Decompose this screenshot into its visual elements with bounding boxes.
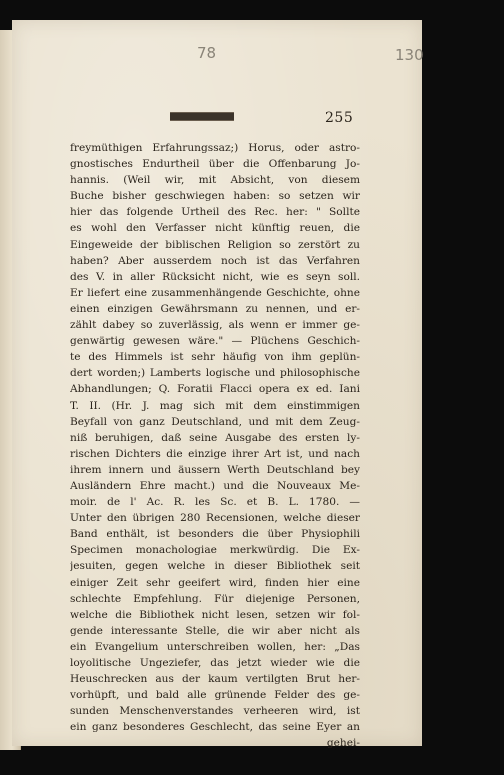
text-line: Eingeweide der biblischen Religion so zerstört zu bbox=[70, 238, 360, 251]
text-line: Ausländern Ehre macht.) und die Nouveaux Me- bbox=[70, 479, 360, 492]
pencil-annotation-right: 130 bbox=[395, 46, 424, 64]
text-line: sunden Menschenverstandes verheeren wird, ist bbox=[70, 705, 360, 718]
text-line: einen einzigen Gewährsmann zu nennen, und er- bbox=[70, 302, 360, 315]
text-line: welche die Bibliothek nicht lesen, setzen wir fol- bbox=[70, 608, 360, 621]
text-line: moir. de l' Ac. R. les Sc. et B. L. 1780. — bbox=[70, 496, 360, 509]
text-line: gnostisches Endurtheil über die Offenbarung Jo- bbox=[70, 158, 360, 171]
pencil-annotation-left: 78 bbox=[197, 44, 217, 62]
text-line: loyolitische Ungeziefer, das jetzt wieder wie die bbox=[70, 657, 360, 669]
text-line: ihrem innern und äussern Werth Deutschland bey bbox=[70, 463, 360, 476]
text-line: Specimen monachologiae merkwürdig. Die Ex- bbox=[70, 544, 360, 557]
text-line: Abhandlungen; Q. Foratii Flacci opera ex ed. Iani bbox=[70, 383, 360, 396]
text-line: freymüthigen Erfahrungssaz;) Horus, oder astro- bbox=[70, 142, 360, 154]
text-line: vorhüpft, und bald alle grünende Felder des ge- bbox=[70, 689, 360, 702]
text-line: dert worden;) Lamberts logische und philosophische bbox=[70, 367, 360, 380]
text-line: T. II. (Hr. J. mag sich mit dem einstimmigen bbox=[70, 399, 360, 412]
text-line: Er liefert eine zusammenhängende Geschichte, ohne bbox=[70, 286, 360, 299]
text-line: Buche bisher geschwiegen haben: so setzen wir bbox=[70, 190, 360, 203]
text-line: schlechte Empfehlung. Für diejenige Personen, bbox=[70, 592, 360, 605]
text-line: haben? Aber ausserdem noch ist das Verfahren bbox=[70, 254, 360, 267]
text-line: gehei- bbox=[326, 737, 360, 750]
text-line: jesuiten, gegen welche in dieser Bibliothek seit bbox=[70, 560, 360, 573]
text-line: genwärtig gewesen wäre." — Plüchens Geschich- bbox=[70, 335, 360, 348]
text-line: niß beruhigen, daß seine Ausgabe des ersten ly- bbox=[70, 431, 360, 444]
body-text bbox=[70, 140, 360, 752]
text-line: es wohl den Verfasser nicht künftig reuen, die bbox=[70, 222, 360, 235]
text-line: hannis. (Weil wir, mit Absicht, von diesem bbox=[70, 174, 360, 187]
text-line: zählt dabey so zuverlässig, als wenn er immer ge- bbox=[70, 319, 360, 332]
page-number: 255 bbox=[325, 110, 354, 126]
header-rule-ornament bbox=[170, 112, 234, 121]
text-line: einiger Zeit sehr geeifert wird, finden hier eine bbox=[70, 576, 360, 589]
text-line: gende interessante Stelle, die wir aber nicht als bbox=[70, 624, 360, 637]
text-line: Beyfall von ganz Deutschland, und mit dem Zeug- bbox=[70, 415, 360, 428]
text-line: rischen Dichters die einzige ihrer Art ist, und nach bbox=[70, 447, 360, 460]
text-line: ein ganz besonderes Geschlecht, das seine Eyer an bbox=[70, 721, 360, 734]
text-line: ein Evangelium unterschreiben wollen, her: „Das bbox=[70, 640, 360, 653]
text-line: Unter den übrigen 280 Recensionen, welche dieser bbox=[70, 512, 360, 525]
text-line: hier das folgende Urtheil des Rec. her: " Sollte bbox=[70, 206, 360, 219]
text-line: te des Himmels ist sehr häufig von ihm geplün- bbox=[70, 351, 360, 364]
text-line: Band enthält, ist besonders die über Physiophili bbox=[70, 528, 360, 541]
book-page bbox=[12, 20, 424, 750]
text-line: des V. in aller Rücksicht nicht, wie es seyn soll. bbox=[70, 270, 360, 283]
text-line: Heuschrecken aus der kaum vertilgten Brut her- bbox=[70, 673, 360, 686]
